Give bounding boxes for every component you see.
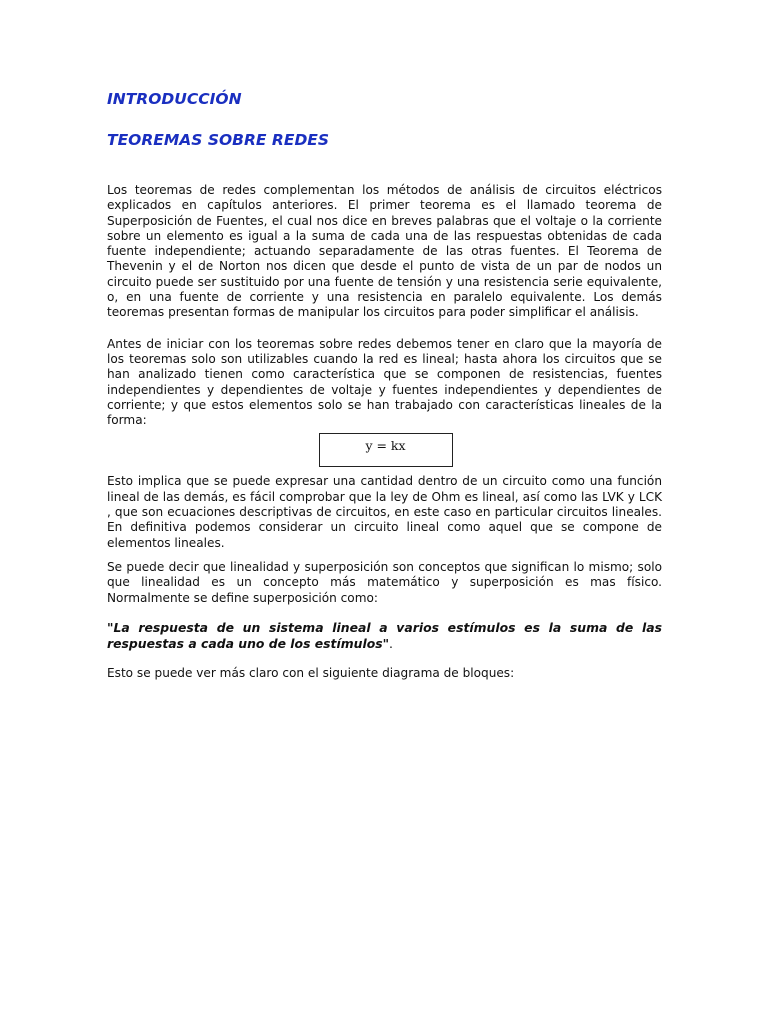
paragraph-ohm-law: Esto implica que se puede expresar una cantidad dentro de un circuito como una función lineal de las demás, es fácil comprobar que la ley de Ohm es lineal, así como las LVK y LCK , que son ecuaciones descriptivas de circuitos, en este caso en particular circuitos lineales. En definitiva podemos considerar un circuito lineal como aquel que se compone de elementos lineales. <box>107 474 662 550</box>
heading-teoremas-sobre-redes: TEOREMAS SOBRE REDES <box>107 131 330 149</box>
formula-container <box>109 433 662 467</box>
formula-box: y = kx <box>319 433 453 467</box>
quote-period: . <box>389 635 393 651</box>
paragraph-intro: Los teoremas de redes complementan los métodos de análisis de circuitos eléctricos explicados en capítulos anteriores. El primer teorema es el llamado teorema de Superposición de Fuentes, el cual nos dice en breves palabras que el voltaje o la corriente sobre un elemento es igual a la suma de cada una de las respuestas obtenidas de cada fuente independiente; actuando separadamente de las otras fuentes. El Teorema de Thevenin y el de Norton nos dicen que desde el punto de vista de un par de nodos un circuito puede ser sustituido por una fuente de tensión y una resistencia serie equivalente, o, en una fuente de corriente y una resistencia en paralelo equivalente. Los demás teoremas presentan formas de manipular los circuitos para poder simplificar el análisis. <box>107 183 662 320</box>
document-page <box>107 88 662 681</box>
paragraph-block-diagram: Esto se puede ver más claro con el siguiente diagrama de bloques: <box>107 665 515 680</box>
paragraph-superposition: Se puede decir que linealidad y superposición son conceptos que significan lo mismo; solo que linealidad es un concepto más matemático y superposición es mas físico. Normalmente se define superposición como: <box>107 559 662 605</box>
paragraph-linearity: Antes de iniciar con los teoremas sobre redes debemos tener en claro que la mayoría de los teoremas solo son utilizables cuando la red es lineal; hasta ahora los circuitos que se han analizado tienen como característica que se componen de resistencias, fuentes independientes y dependientes de voltaje y fuentes independientes y dependientes de corriente; y que estos elementos solo se han trabajado con características lineales de la forma: <box>107 336 662 428</box>
heading-introduccion: INTRODUCCIÓN <box>107 90 242 108</box>
superposition-definition-quote <box>107 620 662 652</box>
quote-text: "La respuesta de un sistema lineal a varios estímulos es la suma de las respuestas a cada uno de los estímulos" <box>107 619 662 651</box>
